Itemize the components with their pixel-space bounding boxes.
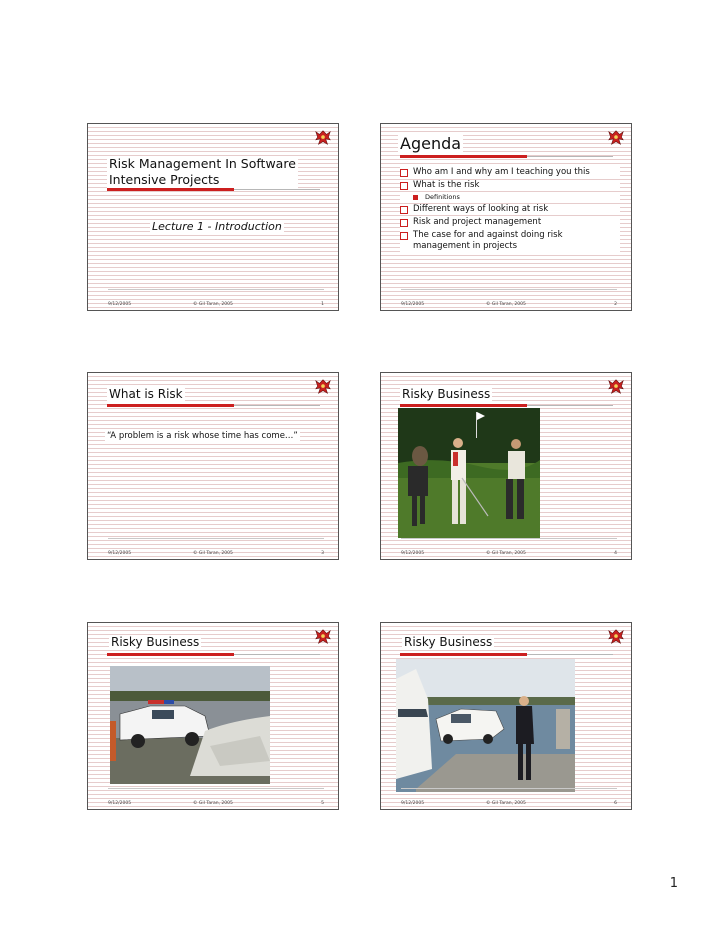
title-underline	[107, 653, 234, 656]
sub-bullet-item: Definitions	[400, 193, 620, 202]
bullet-item: What is the risk	[400, 180, 620, 191]
title-rule	[527, 405, 613, 406]
logo-icon	[314, 378, 332, 396]
title-rule	[234, 654, 320, 655]
slide-title: Risky Business	[111, 635, 200, 649]
bullet-item: The case for and against doing risk management in projects	[400, 230, 620, 252]
logo-icon	[314, 129, 332, 147]
checkbox-bullet-icon	[400, 219, 408, 227]
slide-title: Risky Business	[404, 635, 493, 649]
footer-rule	[108, 538, 324, 539]
title-rule	[527, 156, 613, 157]
slide-title: Risky Business	[402, 387, 491, 401]
title-underline	[107, 404, 234, 407]
footer-rule	[108, 289, 324, 290]
bullet-item: Different ways of looking at risk	[400, 204, 620, 215]
logo-icon	[607, 378, 625, 396]
slide-title: What is Risk	[109, 387, 183, 401]
checkbox-bullet-icon	[400, 182, 408, 190]
marina-car-photo	[396, 659, 575, 792]
title-underline	[400, 155, 527, 158]
golf-photo	[398, 408, 540, 538]
title-rule	[234, 189, 320, 190]
title-underline	[400, 404, 527, 407]
title-underline	[107, 188, 234, 191]
slide-title: Risk Management In Software Intensive Projects	[109, 156, 296, 187]
slide-subtitle: Lecture 1 - Introduction	[152, 220, 282, 233]
bullet-list	[400, 167, 620, 254]
checkbox-bullet-icon	[400, 206, 408, 214]
logo-icon	[607, 129, 625, 147]
logo-icon	[314, 628, 332, 646]
square-bullet-icon	[413, 195, 418, 200]
bullet-item: Who am I and why am I teaching you this	[400, 167, 620, 178]
footer-rule	[401, 538, 617, 539]
footer-rule	[401, 289, 617, 290]
police-car-photo	[110, 666, 270, 784]
slide-3: What is Risk “A problem is a risk whose time has come…” 9/12/2005 © Gil Taran, 2005 3	[87, 372, 339, 560]
bullet-item: Risk and project management	[400, 217, 620, 228]
slide-5: Risky Business 9/12/2005 © Gil Taran, 2005 5	[87, 622, 339, 810]
footer-rule	[401, 788, 617, 789]
quote-text: “A problem is a risk whose time has come…”	[107, 431, 298, 441]
slide-4: Risky Business 9/12/2005 © Gil Taran, 2005 4	[380, 372, 632, 560]
checkbox-bullet-icon	[400, 232, 408, 240]
checkbox-bullet-icon	[400, 169, 408, 177]
slide-title: Agenda	[400, 134, 462, 153]
slide-2: Agenda Who am I and why am I teaching you this What is the risk Definitions Different ways of looking at risk Risk and project management The case for and against doing risk management in projects 9/12/2005 © Gil Taran, 2005 2	[380, 123, 632, 311]
footer-rule	[108, 788, 324, 789]
slide-1: Risk Management In Software Intensive Projects Lecture 1 - Introduction 9/12/2005 © Gil Taran, 2005 1	[87, 123, 339, 311]
title-underline	[400, 653, 527, 656]
slide-6: Risky Business 9/12/2005 © Gil Taran, 2005 6	[380, 622, 632, 810]
title-rule	[234, 405, 320, 406]
logo-icon	[607, 628, 625, 646]
title-rule	[527, 654, 613, 655]
page-number: 1	[669, 876, 678, 891]
